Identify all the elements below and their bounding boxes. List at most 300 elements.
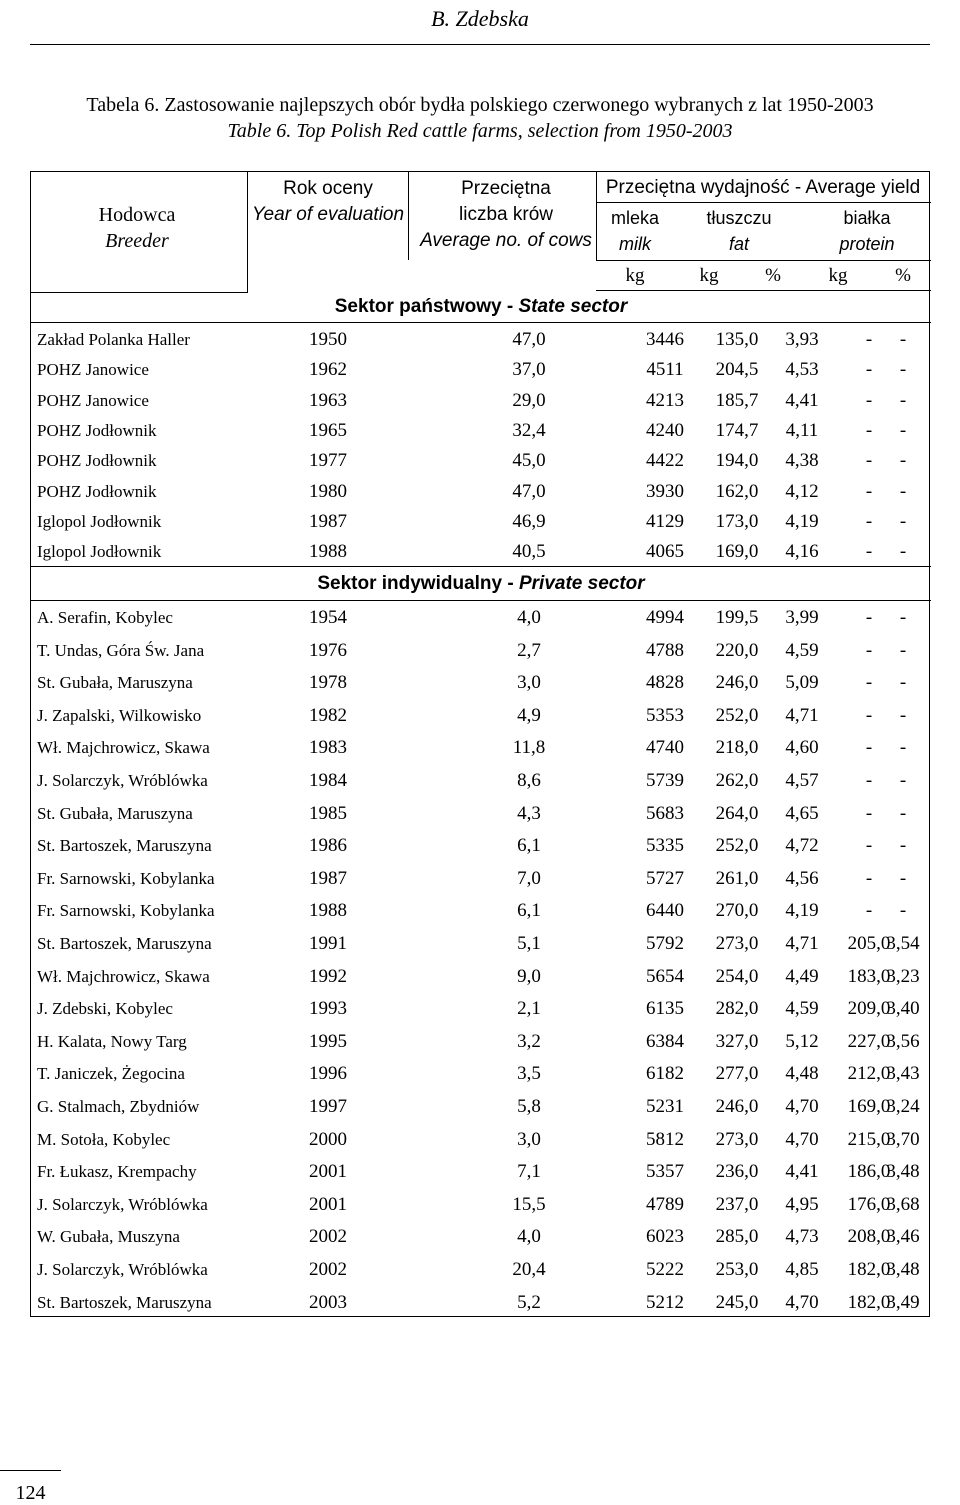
cows-cell: 11,8 bbox=[512, 737, 546, 759]
milk-kg-cell: 5222 bbox=[646, 1259, 684, 1280]
breeder-cell: T. Undas, Góra Św. Jana bbox=[37, 640, 205, 660]
protein-kg-cell: 176,0 bbox=[847, 1193, 891, 1215]
protein-kg-cell: 212,0 bbox=[847, 1063, 891, 1085]
breeder-cell: St. Bartoszek, Maruszyna bbox=[37, 836, 212, 856]
section-title-state: Sektor państwowy - State sector bbox=[334, 296, 628, 317]
fat-header-pl: tłuszczu bbox=[706, 208, 772, 228]
breeder-cell: Fr. Sarnowski, Kobylanka bbox=[37, 868, 215, 888]
fat-pct-cell: 4,12 bbox=[785, 480, 819, 502]
protein-kg-cell: - bbox=[865, 867, 873, 889]
fat-kg-cell: 246,0 bbox=[715, 672, 759, 694]
milk-kg-cell: 4240 bbox=[646, 419, 684, 441]
protein-pct-cell: - bbox=[899, 480, 907, 502]
protein-pct-cell: 3,46 bbox=[886, 1226, 920, 1248]
fat-kg-cell: 262,0 bbox=[715, 770, 759, 791]
cows-cell: 3,5 bbox=[517, 1063, 541, 1085]
protein-kg-cell: - bbox=[865, 541, 873, 563]
milk-kg-cell: 4065 bbox=[646, 541, 684, 563]
cows-cell: 6,1 bbox=[517, 835, 541, 857]
cows-cell: 9,0 bbox=[517, 965, 541, 987]
table-row bbox=[31, 541, 931, 571]
protein-kg-cell: 182,0 bbox=[847, 1291, 891, 1313]
protein-kg-cell: 208,0 bbox=[847, 1226, 891, 1248]
protein-header-en: protein bbox=[839, 234, 895, 254]
year-cell: 1983 bbox=[309, 737, 347, 759]
milk-header-pl: mleka bbox=[610, 208, 660, 228]
breeder-cell: Wł. Majchrowicz, Skawa bbox=[37, 966, 210, 986]
fat-kg-cell: 162,0 bbox=[715, 480, 759, 502]
cows-cell: 47,0 bbox=[512, 480, 546, 502]
cows-cell: 5,8 bbox=[517, 1096, 541, 1117]
milk-kg-cell: 4828 bbox=[646, 672, 684, 694]
year-cell: 2003 bbox=[309, 1291, 347, 1313]
year-cell: 1997 bbox=[309, 1096, 347, 1117]
milk-kg-cell: 5792 bbox=[646, 933, 684, 954]
cows-cell: 8,6 bbox=[517, 770, 541, 791]
cows-cell: 2,7 bbox=[517, 639, 541, 661]
breeder-cell: Zakład Polanka Haller bbox=[37, 330, 190, 349]
table-row bbox=[31, 933, 931, 963]
year-cell: 1984 bbox=[309, 770, 347, 791]
protein-pct-cell: 3,54 bbox=[886, 933, 920, 954]
fat-kg-cell: 218,0 bbox=[715, 737, 759, 759]
protein-header-pl: białka bbox=[843, 208, 891, 228]
fat-pct-cell: 4,19 bbox=[785, 900, 819, 922]
breeder-cell: POHZ Janowice bbox=[37, 360, 149, 380]
milk-kg-cell: 5353 bbox=[646, 704, 684, 726]
fat-pct-cell: 4,48 bbox=[785, 1063, 819, 1085]
protein-kg-cell: - bbox=[865, 359, 873, 381]
table-row bbox=[31, 420, 931, 450]
cows-cell: 5,1 bbox=[517, 933, 541, 954]
table-row bbox=[31, 511, 931, 541]
section-title-private: Sektor indywidualny - Private sector bbox=[317, 573, 645, 594]
protein-kg-cell: - bbox=[865, 419, 873, 441]
table-row bbox=[31, 803, 931, 833]
protein-pct-cell: - bbox=[899, 639, 907, 661]
protein-pct-cell: 3,40 bbox=[886, 998, 920, 1020]
table-row bbox=[31, 1031, 931, 1061]
table-row bbox=[31, 1161, 931, 1191]
protein-kg-cell: 182,0 bbox=[847, 1259, 891, 1280]
fat-kg-cell: 261,0 bbox=[715, 867, 759, 889]
milk-kg-cell: 5335 bbox=[646, 835, 684, 857]
protein-pct-cell: - bbox=[899, 900, 907, 922]
breeder-cell: G. Stalmach, Zbydniów bbox=[37, 1097, 200, 1116]
cows-cell: 4,0 bbox=[517, 1226, 541, 1248]
fat-pct-cell: 4,59 bbox=[785, 998, 819, 1020]
fat-pct-cell: 4,95 bbox=[785, 1193, 819, 1215]
data-table bbox=[30, 171, 930, 1317]
year-cell: 1950 bbox=[309, 329, 347, 350]
table-row bbox=[31, 835, 931, 865]
milk-kg-cell: 5727 bbox=[646, 867, 684, 889]
fat-kg-cell: 282,0 bbox=[715, 998, 759, 1020]
unit-protein-pct: % bbox=[895, 265, 911, 286]
breeder-cell: T. Janiczek, Żegocina bbox=[37, 1064, 185, 1084]
fat-pct-cell: 5,12 bbox=[785, 1030, 819, 1052]
fat-kg-cell: 273,0 bbox=[715, 933, 759, 954]
milk-kg-cell: 6182 bbox=[646, 1063, 684, 1085]
year-cell: 1987 bbox=[309, 867, 347, 889]
fat-kg-cell: 254,0 bbox=[715, 965, 759, 987]
fat-kg-cell: 220,0 bbox=[715, 639, 759, 661]
protein-kg-cell: - bbox=[865, 639, 873, 661]
cows-cell: 4,3 bbox=[517, 802, 541, 824]
year-cell: 1976 bbox=[309, 639, 347, 661]
fat-pct-cell: 4,19 bbox=[785, 510, 819, 532]
milk-kg-cell: 5212 bbox=[646, 1291, 684, 1313]
year-cell: 1995 bbox=[309, 1030, 347, 1052]
protein-pct-cell: - bbox=[899, 510, 907, 532]
breeder-cell: POHZ Jodłownik bbox=[37, 481, 157, 501]
milk-kg-cell: 6135 bbox=[646, 998, 684, 1020]
table-row bbox=[31, 770, 931, 800]
milk-kg-cell: 3446 bbox=[646, 329, 684, 350]
protein-kg-cell: - bbox=[865, 900, 873, 922]
fat-pct-cell: 4,38 bbox=[785, 450, 819, 472]
col-divider-2 bbox=[408, 172, 409, 260]
year-cell: 1978 bbox=[309, 672, 347, 694]
protein-kg-cell: - bbox=[865, 802, 873, 824]
fat-kg-cell: 277,0 bbox=[715, 1063, 759, 1085]
milk-kg-cell: 5739 bbox=[646, 770, 684, 791]
year-cell: 2001 bbox=[309, 1161, 347, 1183]
table-row bbox=[31, 640, 931, 670]
table-row bbox=[31, 359, 931, 389]
year-cell: 1954 bbox=[309, 607, 347, 628]
breeder-cell: J. Zdebski, Kobylec bbox=[37, 999, 173, 1019]
table-row bbox=[31, 672, 931, 702]
breeder-cell: Iglopol Jodłownik bbox=[37, 542, 162, 562]
year-cell: 1988 bbox=[309, 541, 347, 563]
protein-kg-cell: - bbox=[865, 389, 873, 411]
breeder-cell: J. Solarczyk, Wróblówka bbox=[37, 771, 208, 790]
milk-kg-cell: 4789 bbox=[646, 1193, 684, 1215]
protein-pct-cell: 3,23 bbox=[886, 965, 920, 987]
protein-kg-cell: - bbox=[865, 607, 873, 628]
protein-pct-cell: - bbox=[899, 419, 907, 441]
yield-group-header: Przeciętna wydajność - Average yield bbox=[605, 177, 921, 198]
cows-cell: 47,0 bbox=[512, 329, 546, 350]
fat-pct-cell: 4,41 bbox=[785, 389, 819, 411]
year-cell: 1992 bbox=[309, 965, 347, 987]
cows-header-pl-2: liczba krów bbox=[459, 204, 553, 225]
col-divider-1 bbox=[247, 172, 248, 292]
protein-pct-cell: - bbox=[899, 867, 907, 889]
table-row bbox=[31, 329, 931, 359]
running-head: B. Zdebska bbox=[431, 6, 529, 31]
cows-header-en: Average no. of cows bbox=[420, 230, 592, 251]
milk-kg-cell: 5654 bbox=[646, 965, 684, 987]
table-row bbox=[31, 450, 931, 480]
milk-kg-cell: 3930 bbox=[646, 480, 684, 502]
fat-pct-cell: 3,99 bbox=[785, 607, 819, 628]
milk-kg-cell: 4511 bbox=[646, 359, 684, 381]
footer-rule bbox=[0, 1470, 61, 1471]
protein-pct-cell: 3,43 bbox=[886, 1063, 920, 1085]
fat-kg-cell: 194,0 bbox=[715, 450, 759, 472]
protein-kg-cell: 209,0 bbox=[847, 998, 891, 1020]
protein-kg-cell: - bbox=[865, 510, 873, 532]
fat-pct-cell: 4,16 bbox=[785, 541, 819, 563]
col-divider-3 bbox=[596, 172, 597, 260]
year-cell: 2002 bbox=[309, 1226, 347, 1248]
fat-kg-cell: 237,0 bbox=[715, 1193, 759, 1215]
fat-kg-cell: 264,0 bbox=[715, 802, 759, 824]
fat-pct-cell: 4,70 bbox=[785, 1128, 819, 1150]
protein-kg-cell: 186,0 bbox=[847, 1161, 891, 1183]
cows-header-pl-1: Przeciętna bbox=[461, 178, 551, 199]
table-row bbox=[31, 900, 931, 930]
cows-cell: 3,0 bbox=[517, 672, 541, 694]
fat-pct-cell: 4,85 bbox=[785, 1259, 819, 1280]
breeder-cell: POHZ Janowice bbox=[37, 390, 149, 410]
milk-kg-cell: 4740 bbox=[646, 737, 684, 759]
protein-kg-cell: - bbox=[865, 737, 873, 759]
fat-kg-cell: 236,0 bbox=[715, 1161, 759, 1183]
cows-cell: 45,0 bbox=[512, 450, 546, 472]
fat-pct-cell: 4,70 bbox=[785, 1096, 819, 1117]
unit-milk-kg: kg bbox=[625, 265, 645, 286]
fat-pct-cell: 4,60 bbox=[785, 737, 819, 759]
year-cell: 1963 bbox=[309, 389, 347, 411]
protein-pct-cell: 3,48 bbox=[886, 1161, 920, 1183]
table-row bbox=[31, 1292, 931, 1322]
year-cell: 1991 bbox=[309, 933, 347, 954]
protein-pct-cell: - bbox=[899, 770, 907, 791]
table-row bbox=[31, 705, 931, 735]
milk-kg-cell: 5357 bbox=[646, 1161, 684, 1183]
protein-pct-cell: - bbox=[899, 607, 907, 628]
fat-kg-cell: 173,0 bbox=[715, 510, 759, 532]
protein-pct-cell: 3,49 bbox=[886, 1291, 920, 1313]
fat-kg-cell: 169,0 bbox=[715, 541, 759, 563]
protein-pct-cell: - bbox=[899, 737, 907, 759]
breeder-cell: St. Bartoszek, Maruszyna bbox=[37, 934, 212, 953]
table-row bbox=[31, 1096, 931, 1126]
year-header-pl: Rok oceny bbox=[283, 178, 373, 199]
milk-header-en: milk bbox=[619, 234, 651, 254]
fat-pct-cell: 4,57 bbox=[785, 770, 819, 791]
table-row bbox=[31, 1259, 931, 1289]
fat-kg-cell: 174,7 bbox=[715, 419, 759, 441]
fat-header-en: fat bbox=[728, 234, 750, 254]
table-row bbox=[31, 998, 931, 1028]
fat-kg-cell: 252,0 bbox=[715, 835, 759, 857]
table-caption-en: Table 6. Top Polish Red cattle farms, selection from 1950-2003 bbox=[227, 120, 733, 142]
unit-fat-pct: % bbox=[765, 265, 781, 286]
protein-pct-cell: - bbox=[899, 704, 907, 726]
breeder-cell: J. Zapalski, Wilkowisko bbox=[37, 705, 202, 725]
milk-kg-cell: 6384 bbox=[646, 1030, 684, 1052]
breeder-header-en: Breeder bbox=[105, 230, 169, 252]
breeder-cell: M. Sotoła, Kobylec bbox=[37, 1129, 171, 1149]
cows-cell: 6,1 bbox=[517, 900, 541, 922]
table-row bbox=[31, 1129, 931, 1159]
year-cell: 1982 bbox=[309, 704, 347, 726]
protein-kg-cell: - bbox=[865, 450, 873, 472]
table-row bbox=[31, 737, 931, 767]
cows-cell: 4,0 bbox=[517, 607, 541, 628]
protein-pct-cell: - bbox=[899, 672, 907, 694]
protein-pct-cell: - bbox=[899, 359, 907, 381]
table-row bbox=[31, 966, 931, 996]
milk-kg-cell: 6023 bbox=[646, 1226, 684, 1248]
fat-pct-cell: 4,73 bbox=[785, 1226, 819, 1248]
year-cell: 1965 bbox=[309, 419, 347, 441]
cows-cell: 20,4 bbox=[512, 1259, 546, 1280]
fat-kg-cell: 245,0 bbox=[715, 1291, 759, 1313]
fat-kg-cell: 246,0 bbox=[715, 1096, 759, 1117]
protein-pct-cell: 3,70 bbox=[886, 1128, 920, 1150]
protein-kg-cell: - bbox=[865, 770, 873, 791]
protein-kg-cell: 169,0 bbox=[847, 1096, 891, 1117]
protein-pct-cell: - bbox=[899, 802, 907, 824]
protein-pct-cell: - bbox=[899, 541, 907, 563]
cows-cell: 32,4 bbox=[512, 419, 546, 441]
table-row bbox=[31, 1194, 931, 1224]
protein-kg-cell: - bbox=[865, 835, 873, 857]
fat-pct-cell: 4,70 bbox=[785, 1291, 819, 1313]
year-cell: 1988 bbox=[309, 900, 347, 922]
table-row bbox=[31, 390, 931, 420]
year-cell: 1996 bbox=[309, 1063, 347, 1085]
milk-kg-cell: 6440 bbox=[646, 900, 684, 922]
fat-pct-cell: 4,65 bbox=[785, 802, 819, 824]
year-cell: 1986 bbox=[309, 835, 347, 857]
table-row bbox=[31, 481, 931, 511]
breeder-cell: J. Solarczyk, Wróblówka bbox=[37, 1260, 208, 1279]
breeder-rule bbox=[31, 292, 248, 293]
cows-cell: 37,0 bbox=[512, 359, 546, 381]
year-cell: 1962 bbox=[309, 359, 347, 381]
unit-protein-kg: kg bbox=[828, 265, 848, 286]
breeder-cell: W. Gubała, Muszyna bbox=[37, 1227, 180, 1247]
table-row bbox=[31, 1226, 931, 1256]
protein-pct-cell: - bbox=[899, 450, 907, 472]
milk-kg-cell: 4129 bbox=[646, 510, 684, 532]
cows-cell: 46,9 bbox=[512, 510, 546, 532]
protein-kg-cell: 183,0 bbox=[847, 965, 891, 987]
year-cell: 1980 bbox=[309, 480, 347, 502]
protein-kg-cell: - bbox=[865, 672, 873, 694]
year-cell: 2001 bbox=[309, 1193, 347, 1215]
protein-pct-cell: 3,68 bbox=[886, 1193, 920, 1215]
protein-kg-cell: - bbox=[865, 480, 873, 502]
cows-cell: 2,1 bbox=[517, 998, 541, 1020]
header-bottom-rule bbox=[31, 322, 931, 323]
table-caption-pl: Tabela 6. Zastosowanie najlepszych obór bydła polskiego czerwonego wybranych z lat 1950-2003 bbox=[86, 94, 874, 116]
cows-cell: 40,5 bbox=[512, 541, 546, 563]
protein-kg-cell: - bbox=[865, 704, 873, 726]
breeder-cell: Wł. Majchrowicz, Skawa bbox=[37, 738, 210, 758]
breeder-cell: POHZ Jodłownik bbox=[37, 420, 157, 440]
protein-kg-cell: - bbox=[865, 329, 873, 350]
protein-pct-cell: 3,56 bbox=[886, 1030, 920, 1052]
page-number: 124 bbox=[15, 1482, 46, 1504]
fat-pct-cell: 4,11 bbox=[785, 419, 819, 441]
table-row bbox=[31, 868, 931, 898]
fat-kg-cell: 253,0 bbox=[715, 1259, 759, 1280]
fat-kg-cell: 204,5 bbox=[715, 359, 759, 381]
year-cell: 1977 bbox=[309, 450, 347, 472]
fat-kg-cell: 285,0 bbox=[715, 1226, 759, 1248]
protein-pct-cell: - bbox=[899, 835, 907, 857]
cows-cell: 3,2 bbox=[517, 1030, 541, 1052]
fat-kg-cell: 252,0 bbox=[715, 704, 759, 726]
milk-kg-cell: 4788 bbox=[646, 639, 684, 661]
breeder-cell: Iglopol Jodłownik bbox=[37, 511, 162, 531]
yield-group-rule bbox=[596, 202, 931, 203]
fat-pct-cell: 4,49 bbox=[785, 965, 819, 987]
year-cell: 1985 bbox=[309, 802, 347, 824]
cows-cell: 29,0 bbox=[512, 389, 546, 411]
cows-cell: 5,2 bbox=[517, 1291, 541, 1313]
fat-kg-cell: 273,0 bbox=[715, 1128, 759, 1150]
protein-pct-cell: 3,48 bbox=[886, 1259, 920, 1280]
year-header-en: Year of evaluation bbox=[251, 204, 405, 225]
fat-pct-cell: 4,53 bbox=[785, 359, 819, 381]
fat-pct-cell: 3,93 bbox=[785, 329, 819, 350]
header-rule bbox=[30, 44, 930, 45]
private-title-bottom-rule bbox=[31, 600, 931, 601]
breeder-cell: St. Gubała, Maruszyna bbox=[37, 673, 193, 693]
fat-kg-cell: 135,0 bbox=[715, 329, 759, 350]
fat-pct-cell: 5,09 bbox=[785, 672, 819, 694]
fat-pct-cell: 4,71 bbox=[785, 933, 819, 954]
fat-pct-cell: 4,41 bbox=[785, 1161, 819, 1183]
fat-pct-cell: 4,72 bbox=[785, 835, 819, 857]
units-bottom-rule bbox=[596, 290, 931, 291]
breeder-cell: St. Gubała, Maruszyna bbox=[37, 803, 193, 823]
cows-cell: 7,0 bbox=[517, 867, 541, 889]
protein-kg-cell: 215,0 bbox=[847, 1128, 891, 1150]
breeder-cell: Fr. Sarnowski, Kobylanka bbox=[37, 901, 215, 921]
breeder-cell: Fr. Łukasz, Krempachy bbox=[37, 1162, 197, 1182]
milk-kg-cell: 4422 bbox=[646, 450, 684, 472]
cows-cell: 15,5 bbox=[512, 1193, 546, 1215]
unit-fat-kg: kg bbox=[699, 265, 719, 286]
protein-pct-cell: - bbox=[899, 389, 907, 411]
year-cell: 2000 bbox=[309, 1128, 347, 1150]
breeder-cell: St. Bartoszek, Maruszyna bbox=[37, 1292, 212, 1312]
cows-cell: 3,0 bbox=[517, 1128, 541, 1150]
fat-kg-cell: 270,0 bbox=[715, 900, 759, 922]
protein-pct-cell: - bbox=[899, 329, 907, 350]
milk-kg-cell: 4994 bbox=[646, 607, 684, 628]
year-cell: 1993 bbox=[309, 998, 347, 1020]
fat-pct-cell: 4,56 bbox=[785, 867, 819, 889]
breeder-header-pl: Hodowca bbox=[98, 204, 176, 226]
fat-kg-cell: 185,7 bbox=[715, 389, 759, 411]
protein-kg-cell: 205,0 bbox=[847, 933, 891, 954]
units-rule bbox=[596, 260, 931, 261]
milk-kg-cell: 5683 bbox=[646, 802, 684, 824]
table-row bbox=[31, 1063, 931, 1093]
milk-kg-cell: 5231 bbox=[646, 1096, 684, 1117]
milk-kg-cell: 5812 bbox=[646, 1128, 684, 1150]
fat-kg-cell: 327,0 bbox=[715, 1030, 759, 1052]
fat-kg-cell: 199,5 bbox=[715, 607, 759, 628]
table-row bbox=[31, 607, 931, 637]
year-cell: 2002 bbox=[309, 1259, 347, 1280]
protein-pct-cell: 3,24 bbox=[886, 1096, 920, 1117]
protein-kg-cell: 227,0 bbox=[847, 1030, 891, 1052]
fat-pct-cell: 4,71 bbox=[785, 704, 819, 726]
cows-cell: 7,1 bbox=[517, 1161, 541, 1183]
milk-kg-cell: 4213 bbox=[646, 389, 684, 411]
